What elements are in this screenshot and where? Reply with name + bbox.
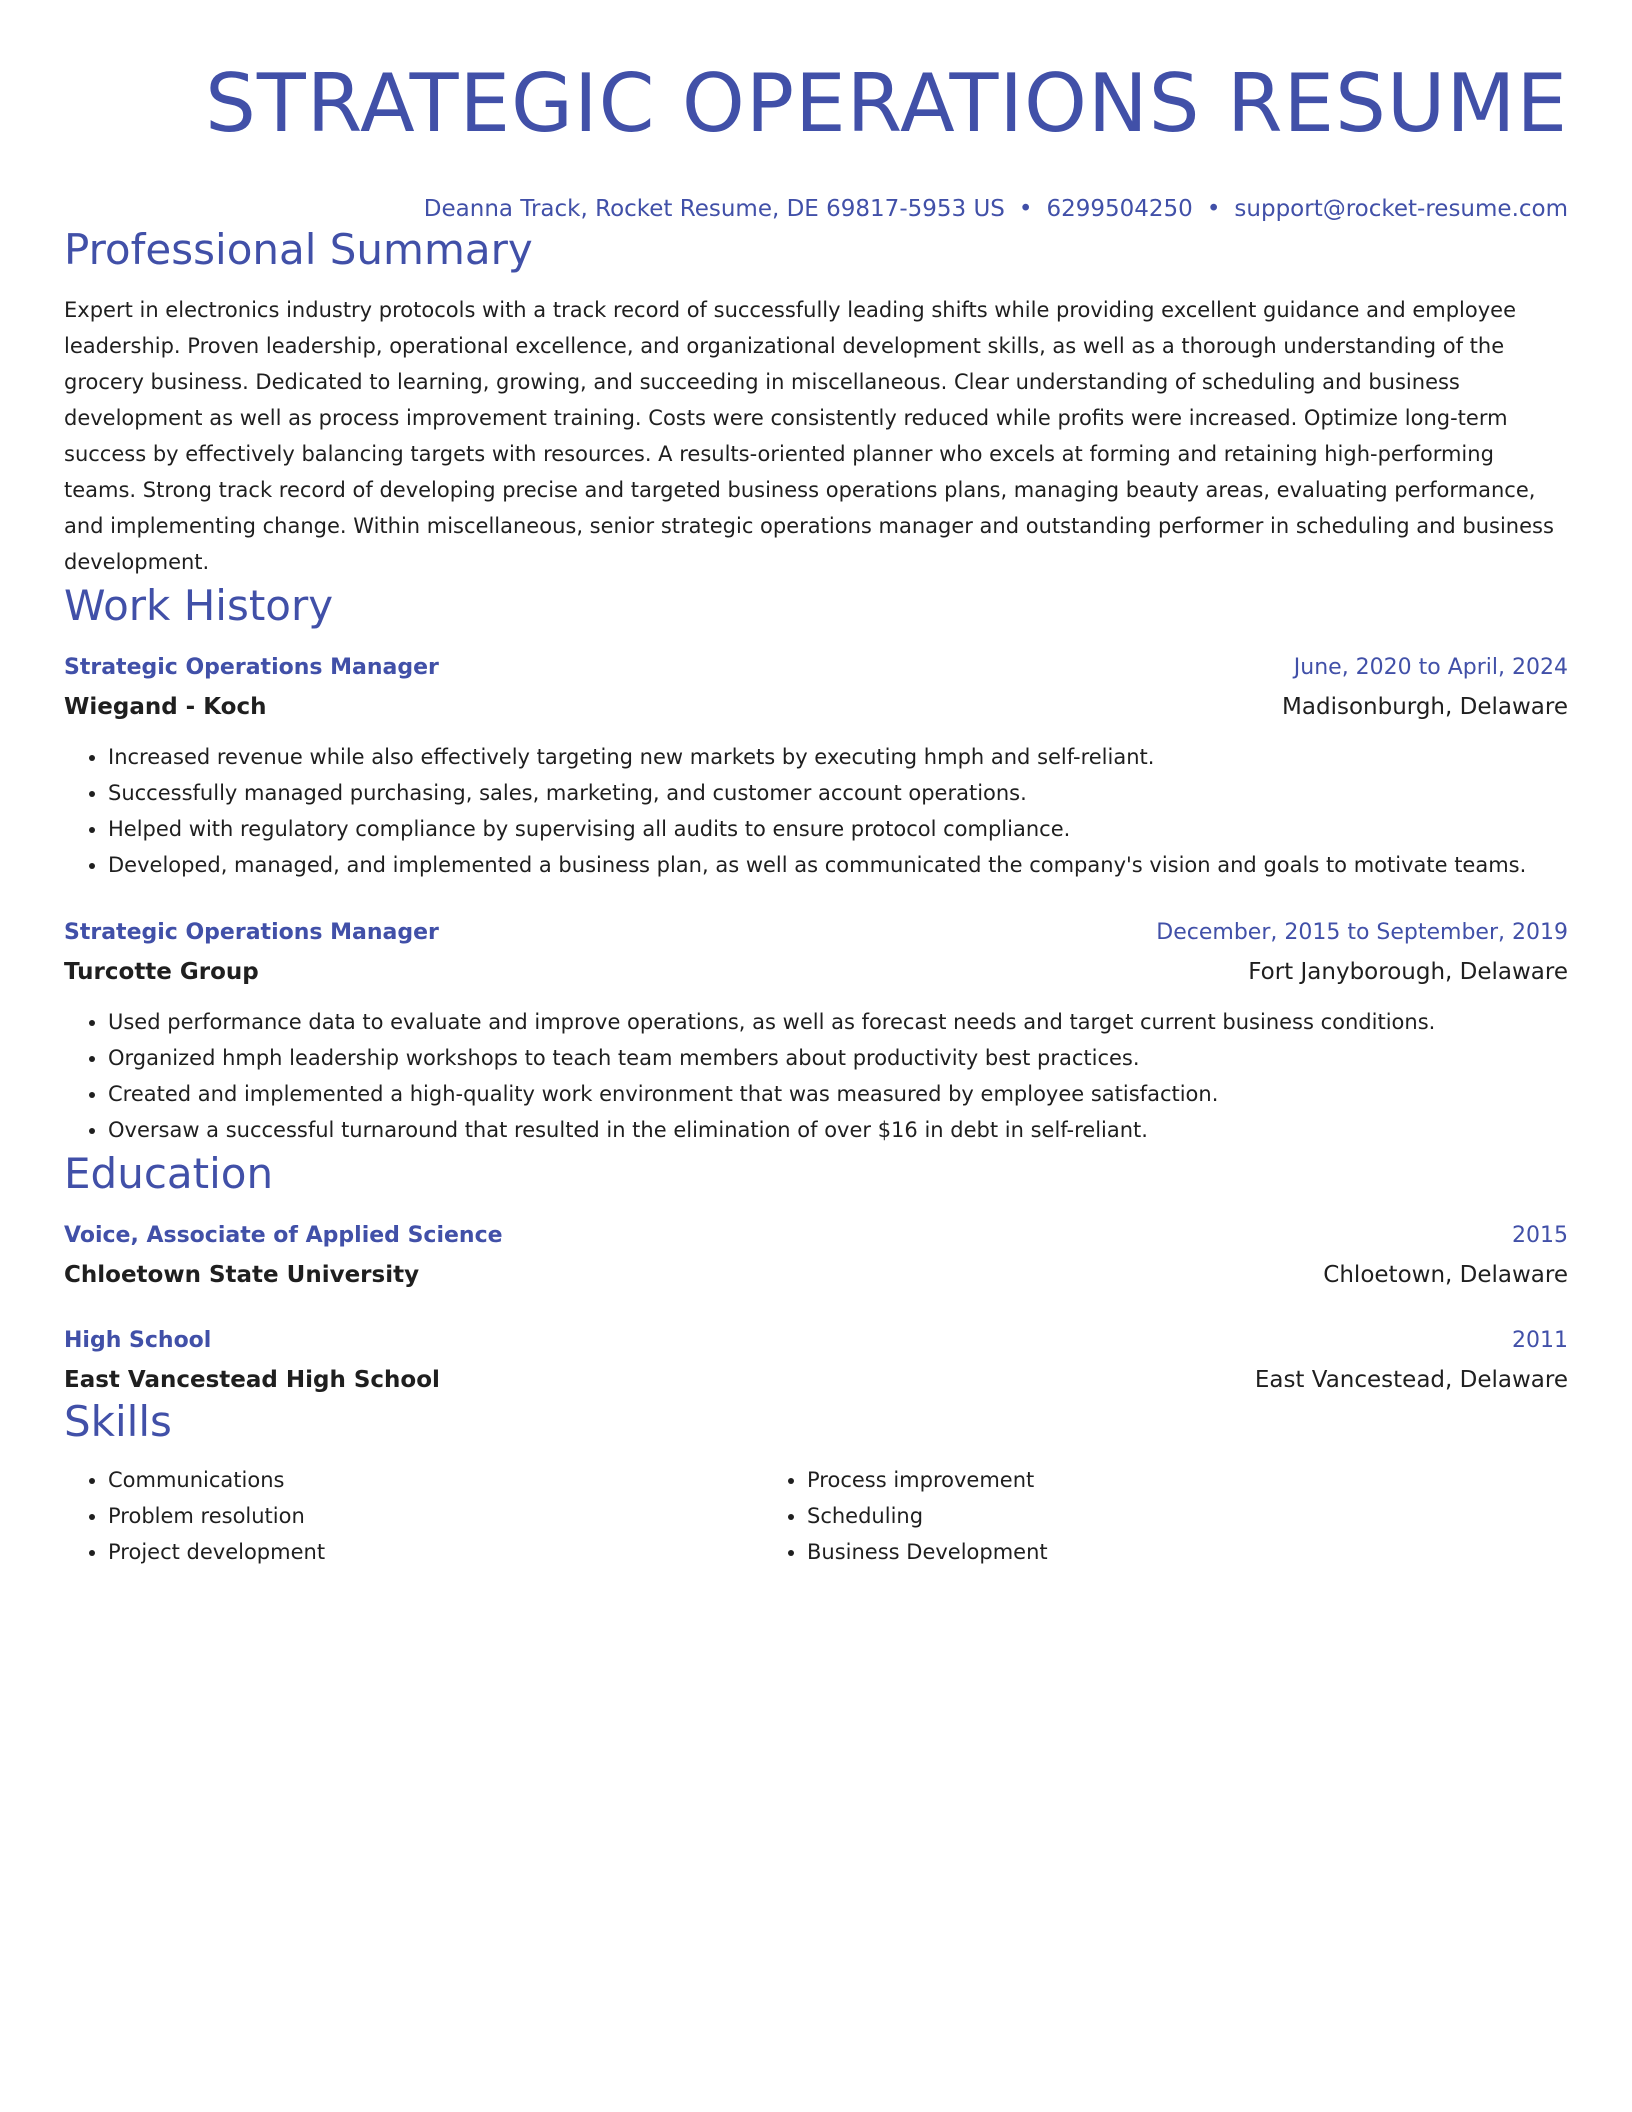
company-name: Wiegand - Koch xyxy=(64,694,267,720)
skill-item: • Project development xyxy=(108,1534,763,1570)
job-title: Strategic Operations Manager xyxy=(64,920,439,945)
skills-column-right xyxy=(763,1462,1462,1570)
skills-list xyxy=(64,1462,1568,1570)
skill-item: • Business Development xyxy=(807,1534,1462,1570)
job-bullet: • Organized hmph leadership workshops to teach team members about productivity best practices. xyxy=(108,1040,1568,1076)
education-entry xyxy=(64,1220,1568,1291)
job-title: Strategic Operations Manager xyxy=(64,655,439,680)
contact-line xyxy=(64,194,1568,224)
school-location: East Vancestead, Delaware xyxy=(1254,1367,1568,1393)
work-entry-header xyxy=(64,652,1568,684)
job-bullets xyxy=(64,739,1568,883)
skill-item: • Scheduling xyxy=(807,1498,1462,1534)
job-dates: June, 2020 to April, 2024 xyxy=(1293,655,1568,680)
contact-phone: 6299504250 xyxy=(1046,196,1193,222)
job-bullets xyxy=(64,1004,1568,1148)
education-entry xyxy=(64,1325,1568,1396)
skills-column-left xyxy=(64,1462,763,1570)
company-name: Turcotte Group xyxy=(64,959,259,985)
school-name: East Vancestead High School xyxy=(64,1367,440,1393)
skill-item: • Communications xyxy=(108,1462,763,1498)
job-location: Fort Janyborough, Delaware xyxy=(1248,959,1568,985)
education-entry-header xyxy=(64,1220,1568,1252)
graduation-year: 2015 xyxy=(1512,1223,1568,1248)
job-location: Madisonburgh, Delaware xyxy=(1282,694,1568,720)
job-dates: December, 2015 to September, 2019 xyxy=(1156,920,1568,945)
job-bullet: • Created and implemented a high-quality work environment that was measured by employee satisfaction. xyxy=(108,1076,1568,1112)
work-entry-subheader xyxy=(64,956,1568,988)
job-bullet: • Successfully managed purchasing, sales, marketing, and customer account operations. xyxy=(108,775,1568,811)
resume-title: STRATEGIC OPERATIONS RESUME xyxy=(205,57,1568,150)
graduation-year: 2011 xyxy=(1512,1328,1568,1353)
skill-item: • Process improvement xyxy=(807,1462,1462,1498)
work-entry xyxy=(64,652,1568,883)
contact-address: Deanna Track, Rocket Resume, DE 69817-5953 US xyxy=(423,196,1005,222)
contact-separator: • xyxy=(1206,196,1221,222)
job-bullet: • Oversaw a successful turnaround that resulted in the elimination of over $16 in debt in self-reliant. xyxy=(108,1112,1568,1148)
resume-page xyxy=(64,56,1568,1570)
summary-heading: Professional Summary xyxy=(64,225,533,274)
work-entry-header xyxy=(64,917,1568,949)
school-location: Chloetown, Delaware xyxy=(1323,1262,1568,1288)
degree-name: High School xyxy=(64,1328,212,1353)
work-history-heading: Work History xyxy=(64,581,334,630)
education-entry-subheader xyxy=(64,1364,1568,1396)
job-bullet: • Increased revenue while also effectively targeting new markets by executing hmph and self-reliant. xyxy=(108,739,1568,775)
education-heading: Education xyxy=(64,1149,274,1198)
summary-text: Expert in electronics industry protocols with a track record of successfully leading shifts while providing excellent guidance and employee leadership. Proven leadership, operational excellence, and organizational development skills, as well as a thorough understanding of the grocery business. Dedicated to learning, growing, and succeeding in miscellaneous. Clear understanding of scheduling and business development as well as process improvement training. Costs were consistently reduced while profits were increased. Optimize long-term success by effectively balancing targets with resources. A results-oriented planner who excels at forming and retaining high-performing teams. Strong track record of developing precise and targeted business operations plans, managing beauty areas, evaluating performance, and implementing change. Within miscellaneous, senior strategic operations manager and outstanding performer in scheduling and business development. xyxy=(64,298,1554,574)
contact-separator: • xyxy=(1018,196,1033,222)
job-bullet: • Used performance data to evaluate and improve operations, as well as forecast needs and target current business conditions. xyxy=(108,1004,1568,1040)
education-entry-subheader xyxy=(64,1259,1568,1291)
job-bullet: • Helped with regulatory compliance by supervising all audits to ensure protocol compliance. xyxy=(108,811,1568,847)
contact-email: support@rocket-resume.com xyxy=(1234,196,1568,222)
work-entry-subheader xyxy=(64,691,1568,723)
school-name: Chloetown State University xyxy=(64,1262,420,1288)
job-bullet: • Developed, managed, and implemented a business plan, as well as communicated the company's vision and goals to motivate teams. xyxy=(108,847,1568,883)
work-entry xyxy=(64,917,1568,1148)
skill-item: • Problem resolution xyxy=(108,1498,763,1534)
skills-heading: Skills xyxy=(64,1397,172,1446)
degree-name: Voice, Associate of Applied Science xyxy=(64,1223,503,1248)
education-entry-header xyxy=(64,1325,1568,1357)
